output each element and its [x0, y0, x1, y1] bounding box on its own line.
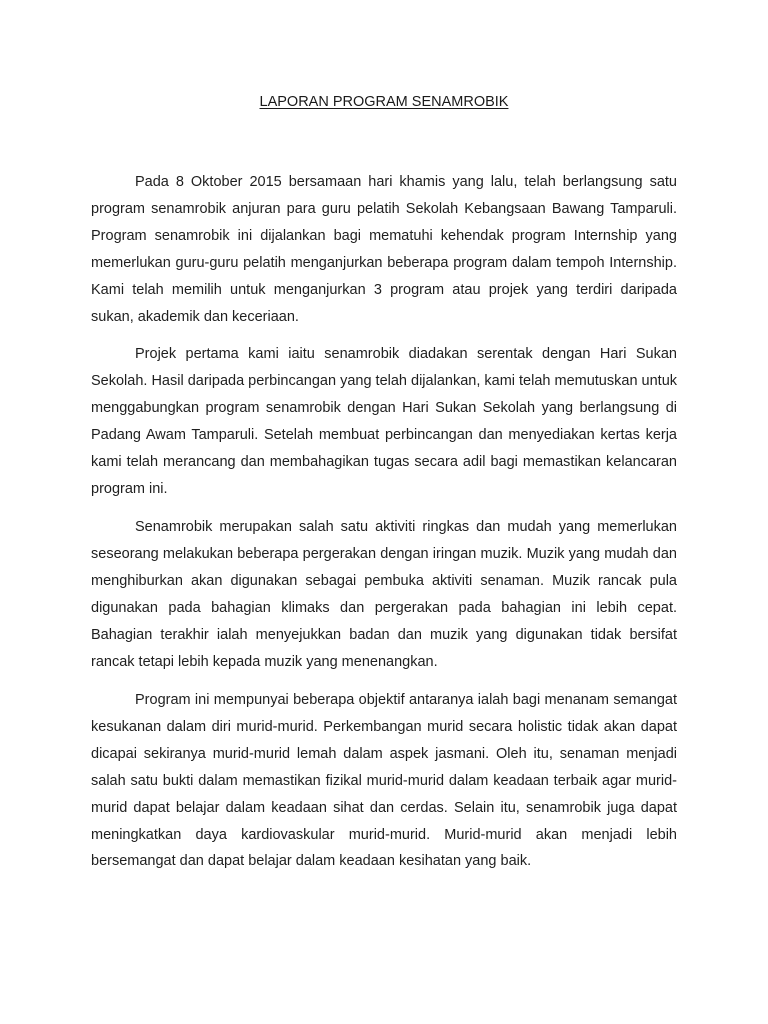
- paragraph-4: Program ini mempunyai beberapa objektif antaranya ialah bagi menanam semangat kesukanan dalam diri murid-murid. Perkembangan murid secara holistic tidak akan dapat dicapai sekiranya murid-murid lemah dalam aspek jasmani. Oleh itu, senaman menjadi salah satu bukti dalam memastikan fizikal murid-murid dalam keadaan terbaik agar murid-murid dapat belajar dalam keadaan sihat dan cerdas. Selain itu, senamrobik juga dapat meningkatkan daya kardiovaskular murid-murid. Murid-murid akan menjadi lebih bersemangat dan dapat belajar dalam keadaan kesihatan yang baik.: [91, 692, 677, 870]
- paragraph-1: Pada 8 Oktober 2015 bersamaan hari khamis yang lalu, telah berlangsung satu program senamrobik anjuran para guru pelatih Sekolah Kebangsaan Bawang Tamparuli. Program senamrobik ini dijalankan bagi mematuhi kehendak program Internship yang memerlukan guru-guru pelatih menganjurkan beberapa program dalam tempoh Internship. Kami telah memilih untuk menganjurkan 3 program atau projek yang terdiri daripada sukan, akademik dan keceriaan.: [91, 174, 677, 325]
- document-title: LAPORAN PROGRAM SENAMROBIK: [259, 94, 509, 110]
- paragraph-3: Senamrobik merupakan salah satu aktiviti ringkas dan mudah yang memerlukan seseorang melakukan beberapa pergerakan dengan iringan muzik. Muzik yang mudah dan menghiburkan akan digunakan sebagai pembuka aktiviti senaman. Muzik rancak pula digunakan pada bahagian klimaks dan pergerakan pada bahagian ini lebih cepat. Bahagian terakhir ialah menyejukkan badan dan muzik yang digunakan tidak bersifat rancak tetapi lebih kepada muzik yang menenangkan.: [91, 519, 677, 670]
- paragraph-2: Projek pertama kami iaitu senamrobik diadakan serentak dengan Hari Sukan Sekolah. Hasil daripada perbincangan yang telah dijalankan, kami telah memutuskan untuk menggabungkan program senamrobik dengan Hari Sukan Sekolah yang berlangsung di Padang Awam Tamparuli. Setelah membuat perbincangan dan menyediakan kertas kerja kami telah merancang dan membahagikan tugas secara adil bagi memastikan kelancaran program ini.: [91, 346, 678, 497]
